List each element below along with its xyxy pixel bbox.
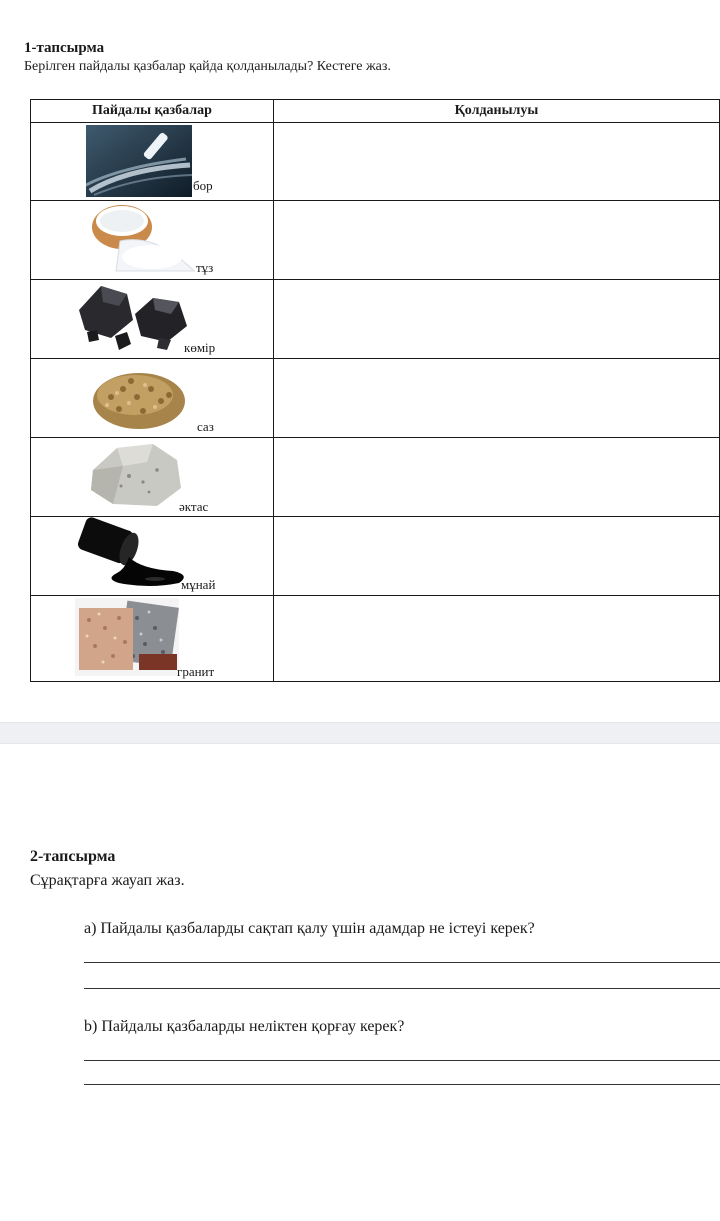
mineral-label-oil: мұнай — [181, 577, 216, 592]
chalk-icon — [86, 125, 192, 197]
mineral-cell — [31, 123, 274, 201]
mineral-cell — [31, 280, 274, 359]
oil-icon — [75, 517, 193, 589]
usage-answer-cell[interactable] — [274, 280, 720, 359]
minerals-table — [30, 99, 720, 682]
table-header-row — [31, 100, 720, 123]
mineral-cell — [31, 201, 274, 280]
table-row — [31, 517, 720, 596]
mineral-label-granite: гранит — [177, 664, 215, 679]
usage-answer-cell[interactable] — [274, 123, 720, 201]
mineral-cell — [31, 596, 274, 682]
question-a: a) Пайдалы қазбаларды сақтап қалу үшін адамдар не істеуі керек? — [84, 920, 535, 937]
table-row — [31, 596, 720, 682]
table-row — [31, 123, 720, 201]
usage-answer-cell[interactable] — [274, 517, 720, 596]
answer-line-b2[interactable] — [84, 1084, 720, 1085]
usage-answer-cell[interactable] — [274, 438, 720, 517]
column-header-usage: Қолданылуы — [274, 100, 720, 123]
granite-icon — [75, 598, 179, 676]
worksheet-page-2 — [0, 744, 720, 1221]
task1-title: 1-тапсырма — [24, 40, 105, 56]
mineral-cell — [31, 359, 274, 438]
table-row — [31, 201, 720, 280]
page-separator — [0, 722, 720, 744]
task2-title: 2-тапсырма — [30, 848, 116, 865]
mineral-label-limestone: әктас — [179, 499, 209, 514]
mineral-cell — [31, 517, 274, 596]
task2-instruction: Сұрақтарға жауап жаз. — [30, 872, 185, 889]
table-row — [31, 438, 720, 517]
salt-icon — [86, 201, 196, 277]
mineral-label-salt: тұз — [196, 260, 214, 275]
answer-line-b1[interactable] — [84, 1060, 720, 1061]
clay-icon — [91, 367, 187, 431]
mineral-label-chalk: бор — [193, 178, 213, 193]
coal-icon — [75, 280, 193, 355]
table-row — [31, 280, 720, 359]
mineral-label-clay: саз — [197, 419, 214, 434]
usage-answer-cell[interactable] — [274, 596, 720, 682]
limestone-icon — [87, 440, 185, 510]
answer-line-a1[interactable] — [84, 962, 720, 963]
mineral-cell — [31, 438, 274, 517]
mineral-label-coal: көмір — [184, 340, 216, 355]
task1-instruction: Берілген пайдалы қазбалар қайда қолданылады? Кестеге жаз. — [24, 59, 391, 74]
usage-answer-cell[interactable] — [274, 359, 720, 438]
usage-answer-cell[interactable] — [274, 201, 720, 280]
table-row — [31, 359, 720, 438]
question-b: b) Пайдалы қазбаларды неліктен қорғау керек? — [84, 1018, 405, 1035]
column-header-minerals: Пайдалы қазбалар — [31, 100, 274, 123]
answer-line-a2[interactable] — [84, 988, 720, 989]
